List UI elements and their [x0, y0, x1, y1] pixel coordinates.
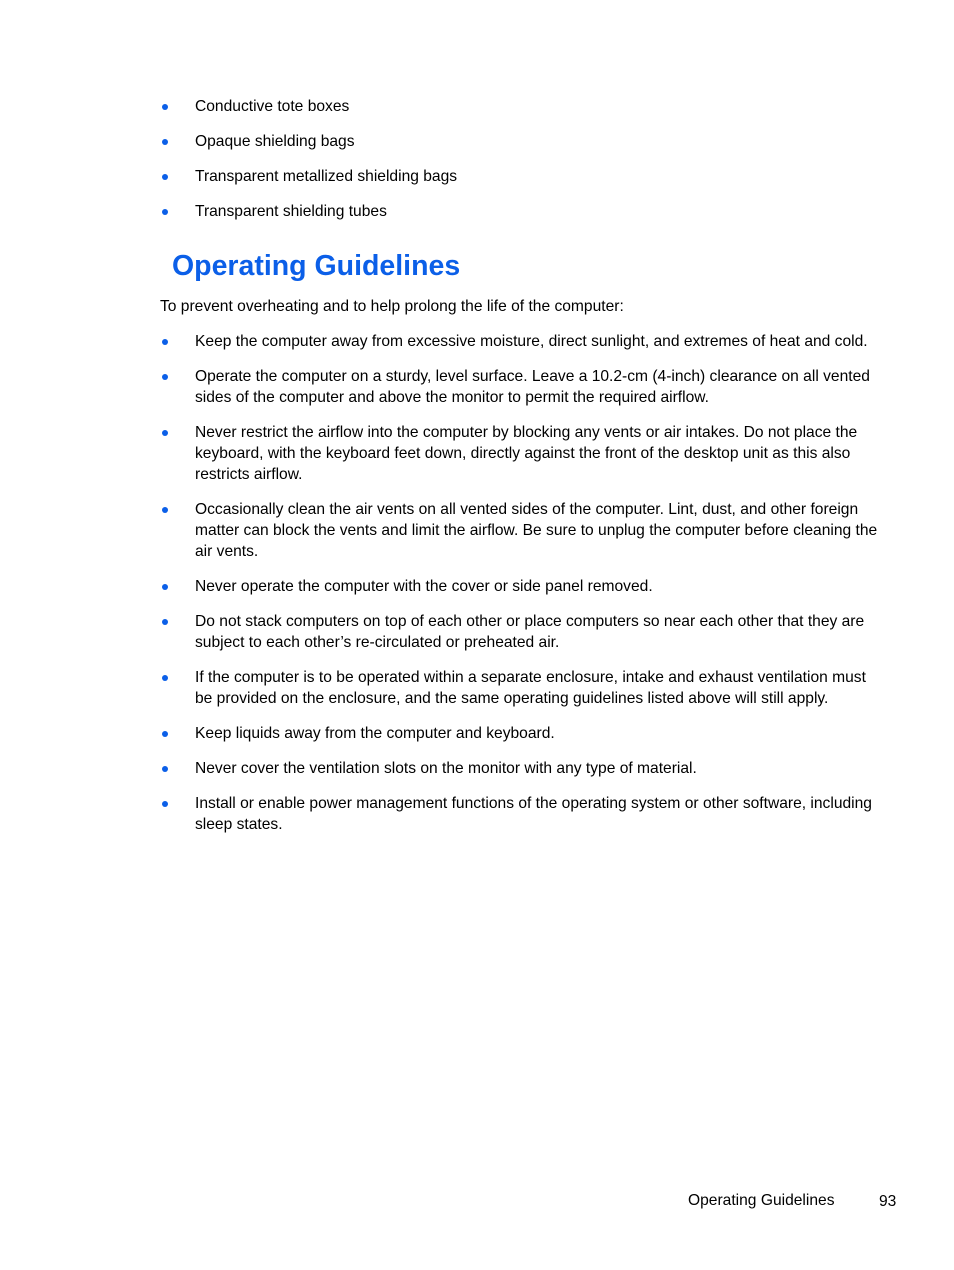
list-item: [0, 201, 885, 222]
list-item: [0, 366, 885, 408]
packaging-materials-list: [0, 96, 885, 236]
list-item-text: Install or enable power management functions of the operating system or other software, including sleep states.: [195, 795, 872, 833]
list-item-text: Never restrict the airflow into the computer by blocking any vents or air intakes. Do not place the keyboard, with the keyboard feet down, directly against the front of the desktop unit as this also restricts airflow.: [195, 424, 858, 483]
bullet-icon: [162, 507, 168, 513]
operating-guidelines-list: [0, 331, 885, 849]
list-item: [0, 611, 885, 653]
bullet-icon: [162, 174, 168, 180]
list-item: [0, 793, 885, 835]
bullet-icon: [162, 766, 168, 772]
list-item-text: Keep liquids away from the computer and keyboard.: [195, 725, 555, 742]
list-item-text: Do not stack computers on top of each other or place computers so near each other that they are subject to each other’s re-circulated or preheated air.: [195, 613, 865, 651]
list-item-text: Never operate the computer with the cover or side panel removed.: [195, 578, 653, 595]
section-intro: To prevent overheating and to help prolong the life of the computer:: [160, 298, 624, 315]
bullet-icon: [162, 430, 168, 436]
list-item: [0, 758, 885, 779]
bullet-icon: [162, 619, 168, 625]
section-heading: Operating Guidelines: [172, 250, 461, 282]
list-item: [0, 96, 885, 117]
list-item-text: Keep the computer away from excessive moisture, direct sunlight, and extremes of heat and cold.: [195, 333, 868, 350]
list-item-text: Operate the computer on a sturdy, level surface. Leave a 10.2-cm (4-inch) clearance on all vented sides of the computer and above the monitor to permit the required airflow.: [195, 368, 870, 406]
list-item-text: Never cover the ventilation slots on the monitor with any type of material.: [195, 760, 697, 777]
list-item: [0, 576, 885, 597]
bullet-icon: [162, 339, 168, 345]
list-item: [0, 131, 885, 152]
list-item-text: Occasionally clean the air vents on all vented sides of the computer. Lint, dust, and other foreign matter can block the vents and limit the airflow. Be sure to unplug the computer before cleaning the air vents.: [195, 501, 878, 560]
bullet-icon: [162, 374, 168, 380]
list-item: [0, 166, 885, 187]
list-item-text: Opaque shielding bags: [195, 133, 355, 150]
list-item-text: Conductive tote boxes: [195, 98, 350, 115]
list-item-text: Transparent metallized shielding bags: [195, 168, 458, 185]
bullet-icon: [162, 731, 168, 737]
list-item: [0, 723, 885, 744]
list-item-text: Transparent shielding tubes: [195, 203, 387, 220]
list-item: [0, 499, 885, 562]
bullet-icon: [162, 139, 168, 145]
footer-section-title: Operating Guidelines: [688, 1192, 835, 1209]
list-item: [0, 667, 885, 709]
bullet-icon: [162, 209, 168, 215]
page-number: 93: [879, 1193, 897, 1210]
bullet-icon: [162, 584, 168, 590]
bullet-icon: [162, 801, 168, 807]
bullet-icon: [162, 675, 168, 681]
bullet-icon: [162, 104, 168, 110]
list-item: [0, 422, 885, 485]
list-item: [0, 331, 885, 352]
list-item-text: If the computer is to be operated within a separate enclosure, intake and exhaust ventilation must be provided on the enclosure, and the same operating guidelines listed above will still apply.: [195, 669, 866, 707]
